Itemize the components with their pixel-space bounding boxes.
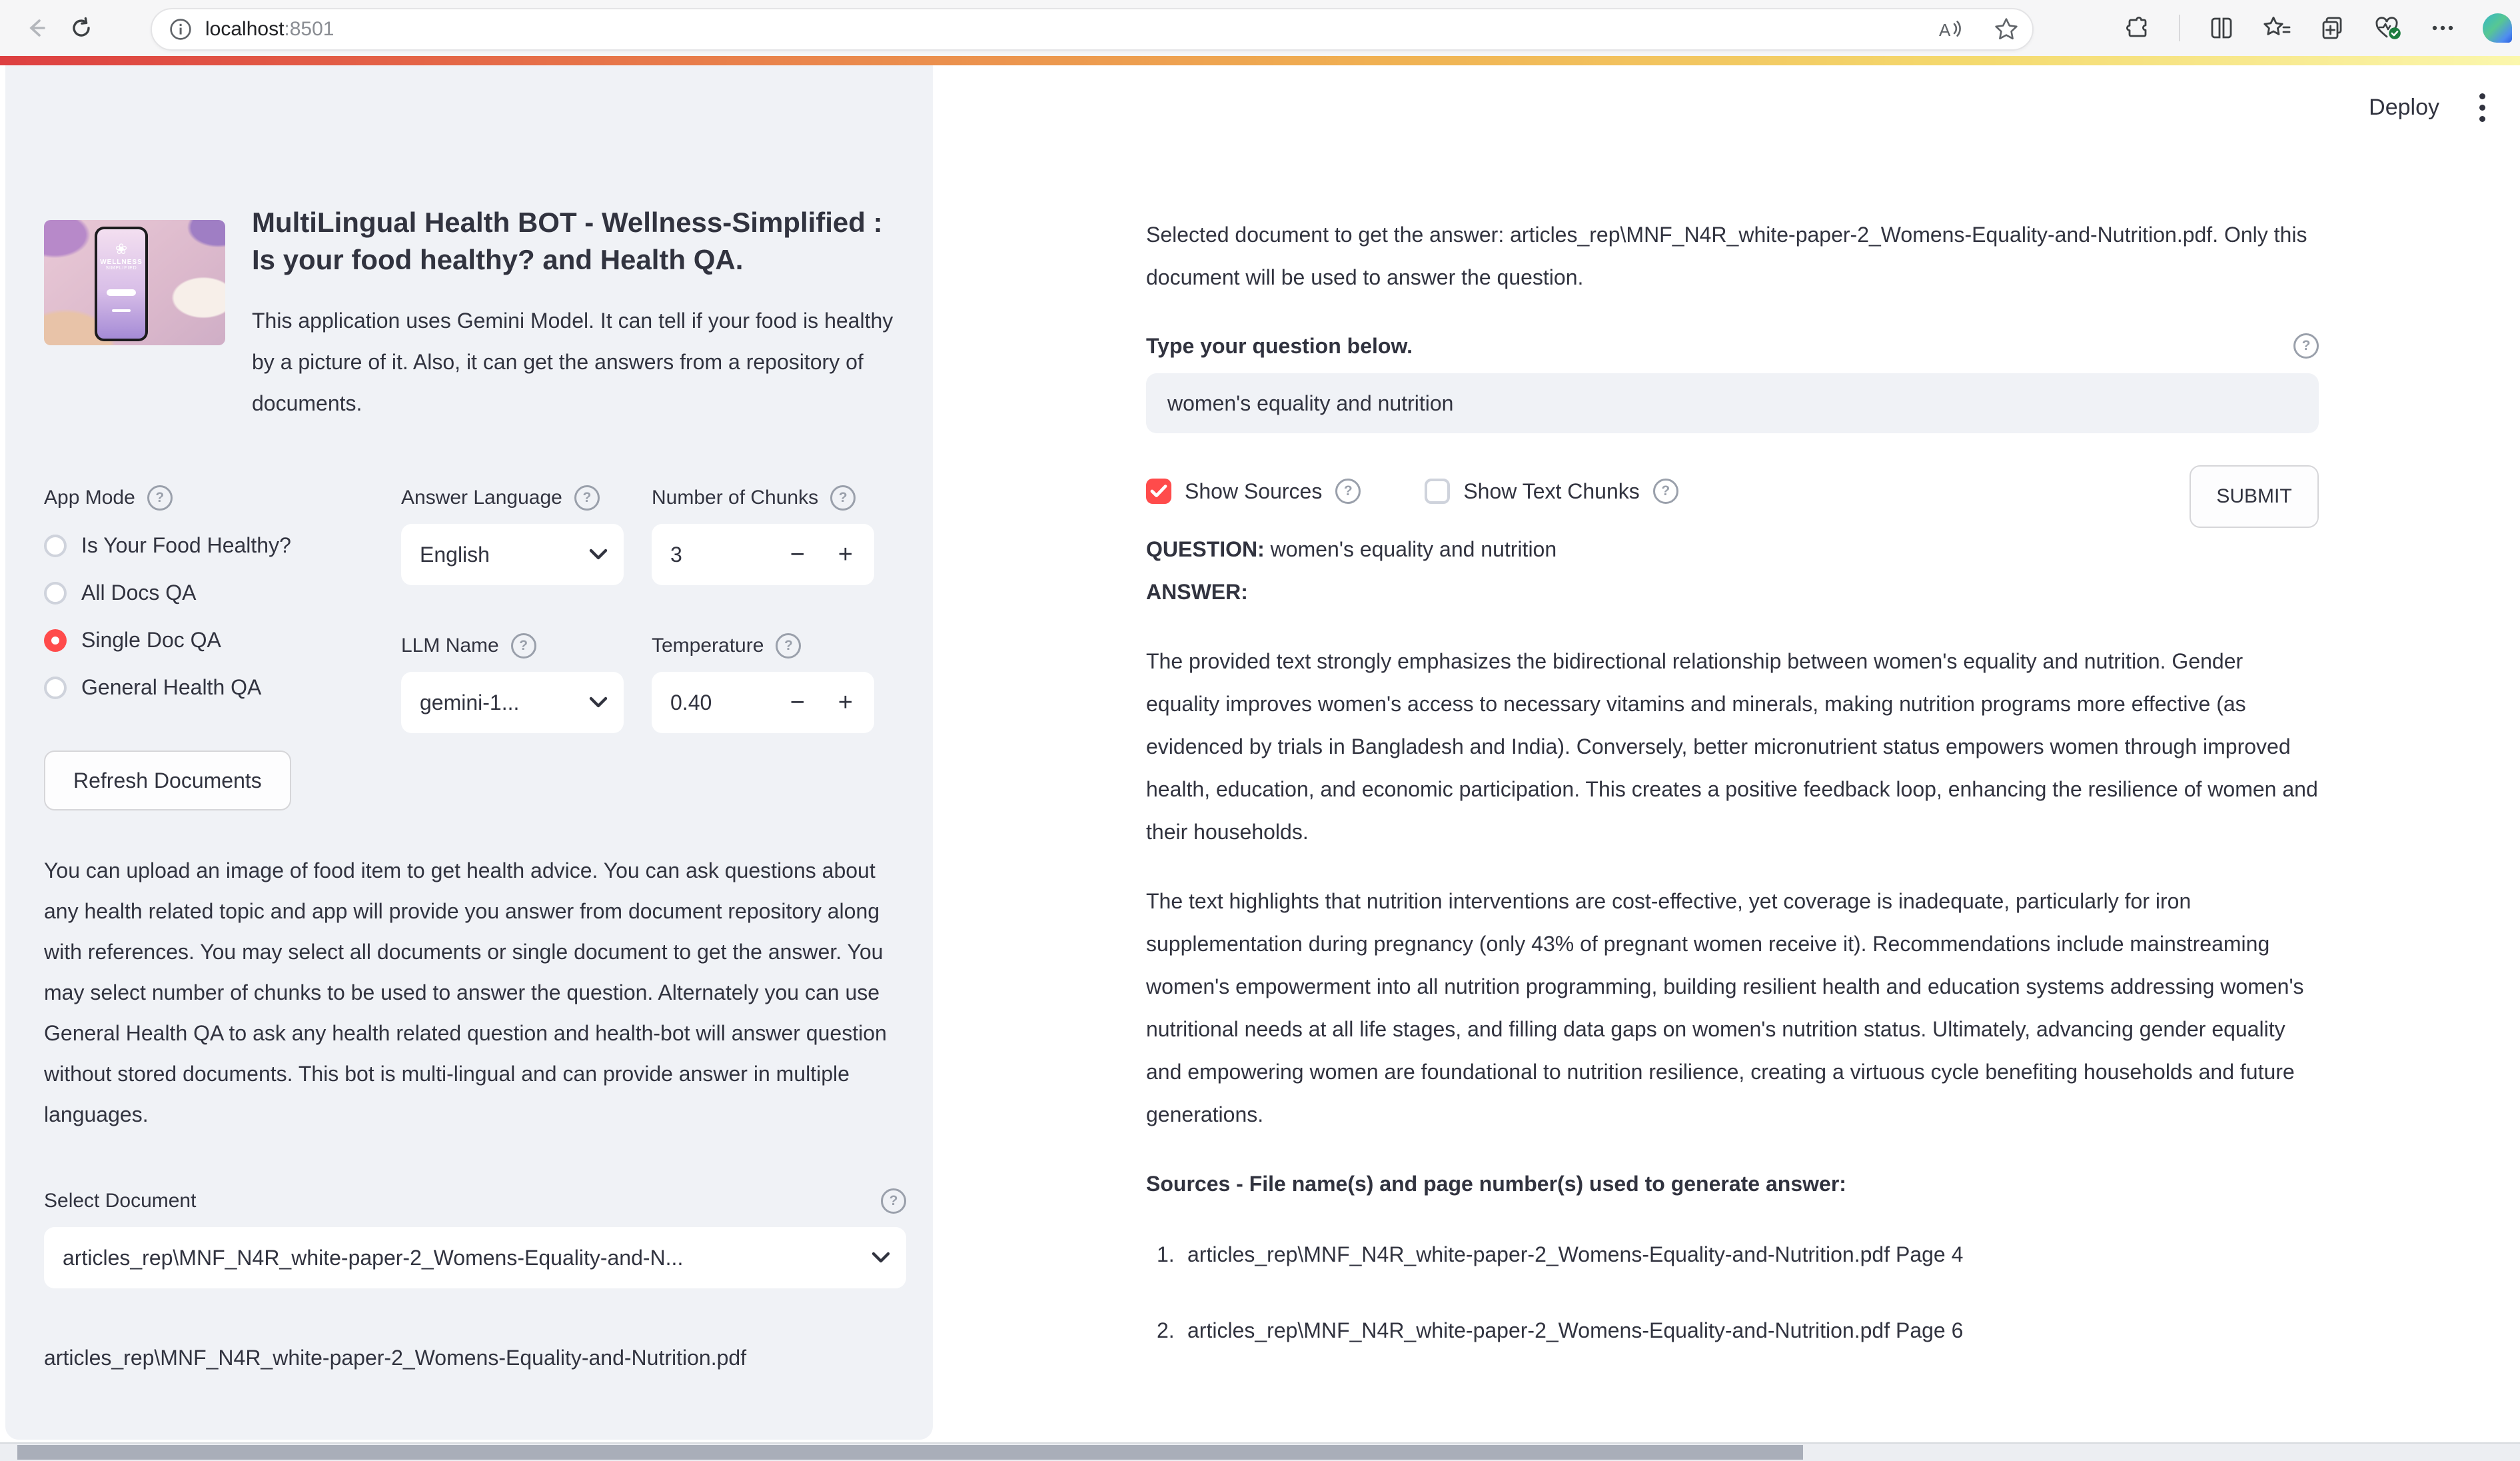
browser-essentials-icon[interactable] [2373,15,2403,41]
source-text: articles_rep\MNF_N4R_white-paper-2_Womens-Equality-and-Nutrition.pdf Page 6 [1187,1318,1964,1342]
radio-selected-icon [44,629,67,652]
checkbox-unchecked-icon [1425,479,1450,504]
number-of-chunks-input[interactable] [652,524,874,585]
select-document-select[interactable]: articles_rep\MNF_N4R_white-paper-2_Womens-Equality-and-N... [44,1227,906,1288]
llm-name-select[interactable]: gemini-1... [401,672,624,733]
source-number: 1. [1157,1242,1175,1266]
chevron-down-icon [589,697,608,709]
copilot-icon[interactable] [2483,13,2512,43]
refresh-button[interactable] [59,5,104,51]
app-menu-icon[interactable] [2474,88,2491,127]
phone-illustration [95,227,148,341]
extensions-icon[interactable] [2124,15,2151,41]
answer-heading: ANSWER: [1146,580,1248,604]
temperature-label: Temperature ? [652,633,874,659]
checkbox-label: Show Sources [1185,479,1323,503]
decrement-button[interactable]: − [790,541,805,569]
radio-circle-icon [44,535,67,557]
split-screen-icon[interactable] [2208,15,2235,41]
chevron-down-icon [872,1252,890,1264]
increment-button[interactable]: + [838,689,853,717]
sources-heading: Sources - File name(s) and page number(s) used to generate answer: [1146,1172,1846,1196]
increment-button[interactable]: + [838,541,853,569]
number-of-chunks-value[interactable]: 3 [670,542,682,567]
settings-more-icon[interactable] [2431,16,2455,40]
source-text: articles_rep\MNF_N4R_white-paper-2_Womens-Equality-and-Nutrition.pdf Page 4 [1187,1242,1964,1266]
app-logo-image [44,220,225,345]
back-button[interactable] [13,5,59,51]
back-arrow-icon [24,16,48,40]
collections-icon[interactable] [2319,15,2345,41]
number-of-chunks-label: Number of Chunks ? [652,485,874,511]
toolbar-divider [2179,15,2180,41]
radio-circle-icon [44,677,67,699]
help-icon[interactable]: ? [1335,479,1361,504]
help-icon[interactable]: ? [1653,479,1678,504]
refresh-documents-button[interactable]: Refresh Documents [44,750,291,810]
address-bar[interactable] [151,8,2034,51]
site-info-icon[interactable] [169,18,192,41]
help-icon[interactable]: ? [2293,333,2319,359]
read-aloud-icon[interactable] [1938,17,1964,41]
radio-circle-icon [44,582,67,605]
url-host: localhost [205,18,285,40]
select-document-label: Select Document ? [44,1188,906,1214]
lotus-icon: ❀ [115,241,128,257]
radio-label: All Docs QA [81,581,197,605]
logo-text-simplified: SIMPLIFIED [105,266,137,271]
sidebar [5,65,933,1440]
help-icon[interactable]: ? [881,1188,906,1214]
help-icon[interactable]: ? [776,633,801,659]
llm-name-label: LLM Name ? [401,633,624,659]
radio-general-health-qa[interactable] [44,675,305,700]
logo-text-wellness: WELLNESS [100,259,143,266]
source-item [1146,1309,2319,1352]
answer-language-label: Answer Language ? [401,485,624,511]
url-port: :8501 [284,18,334,40]
svg-text:A: A [1939,20,1951,40]
selected-document-caption: articles_rep\MNF_N4R_white-paper-2_Womens-Equality-and-Nutrition.pdf [44,1346,747,1370]
scrollbar-thumb[interactable] [17,1445,1803,1460]
radio-all-docs-qa[interactable] [44,581,305,605]
app-subtitle: This application uses Gemini Model. It can tell if your food is healthy by a picture of it. Also, it can get the answers from a repository of documents. [252,309,894,415]
url-text[interactable] [205,18,334,41]
help-icon[interactable]: ? [574,485,600,511]
main-content [1146,64,2319,1385]
question-label: Type your question below. ? [1146,333,2319,359]
answer-paragraph: The text highlights that nutrition interventions are cost-effective, yet coverage is inadequate, particularly for iron supplementation during pregnancy (only 43% of pregnant women receive it). Recommendations include mainstreaming women's empowerment into all nutrition programming, building resilient health and education systems addressing women's nutritional needs at all life stages, and filling data gaps on women's nutrition status. Ultimately, advancing gender equality and empowering women are foundational to nutrition resilience, creating a virtuous cycle benefiting households and future generations. [1146,889,2304,1126]
selected-document-note: Selected document to get the answer: articles_rep\MNF_N4R_white-paper-2_Womens-Equality-and-Nutrition.pdf. Only this document will be used to answer the question. [1146,223,2307,289]
source-item [1146,1233,2319,1276]
horizontal-scrollbar[interactable] [0,1442,2520,1461]
help-icon[interactable]: ? [511,633,536,659]
show-sources-checkbox[interactable] [1146,479,1361,504]
show-text-chunks-checkbox[interactable] [1425,479,1678,504]
favorites-bar-icon[interactable] [2263,15,2291,41]
temperature-input[interactable] [652,672,874,733]
deploy-button[interactable]: Deploy [2369,95,2439,120]
browser-toolbar [0,0,2520,56]
refresh-icon [69,16,93,40]
radio-label: Is Your Food Healthy? [81,533,291,557]
checkbox-label: Show Text Chunks [1463,479,1640,503]
decrement-button[interactable]: − [790,689,805,717]
help-icon[interactable]: ? [147,485,173,511]
source-number: 2. [1157,1318,1175,1342]
radio-is-your-food-healthy[interactable] [44,533,305,558]
sidebar-description: You can upload an image of food item to get health advice. You can ask questions about any health related topic and app will provide you answer from document repository along with references. You may select all documents or single document to get the answer. You may select number of chunks to be used to answer the question. Alternately you can use General Health QA to ask any health related question and health-bot will answer question without stored documents. This bot is multi-lingual and can provide answer in multiple languages. [44,858,887,1126]
temperature-value[interactable]: 0.40 [670,690,712,715]
answer-paragraph: The provided text strongly emphasizes the bidirectional relationship between women's equality and nutrition. Gender equality improves women's access to necessary vitamins and minerals, making nutrition programs more effective (as evidenced by trials in Bangladesh and India). Conversely, better micronutrient status empowers women through improved health, education, and economic participation. This creates a positive feedback loop, enhancing the resilience of women and their households. [1146,649,2318,844]
radio-label: Single Doc QA [81,628,221,652]
submit-button[interactable]: SUBMIT [2190,465,2319,528]
chevron-down-icon [589,549,608,561]
question-echo: QUESTION: women's equality and nutrition [1146,537,1557,561]
radio-single-doc-qa[interactable] [44,628,305,653]
help-icon[interactable]: ? [830,485,856,511]
checkbox-checked-icon [1146,479,1171,504]
app-title: MultiLingual Health BOT - Wellness-Simplified : Is your food healthy? and Health QA. [252,207,883,275]
sources-list [1146,1233,2319,1352]
radio-label: General Health QA [81,675,262,699]
answer-language-select[interactable]: English [401,524,624,585]
favorite-star-icon[interactable] [1994,17,2019,42]
app-mode-label: App Mode ? [44,485,305,511]
question-input[interactable]: women's equality and nutrition [1146,373,2319,433]
